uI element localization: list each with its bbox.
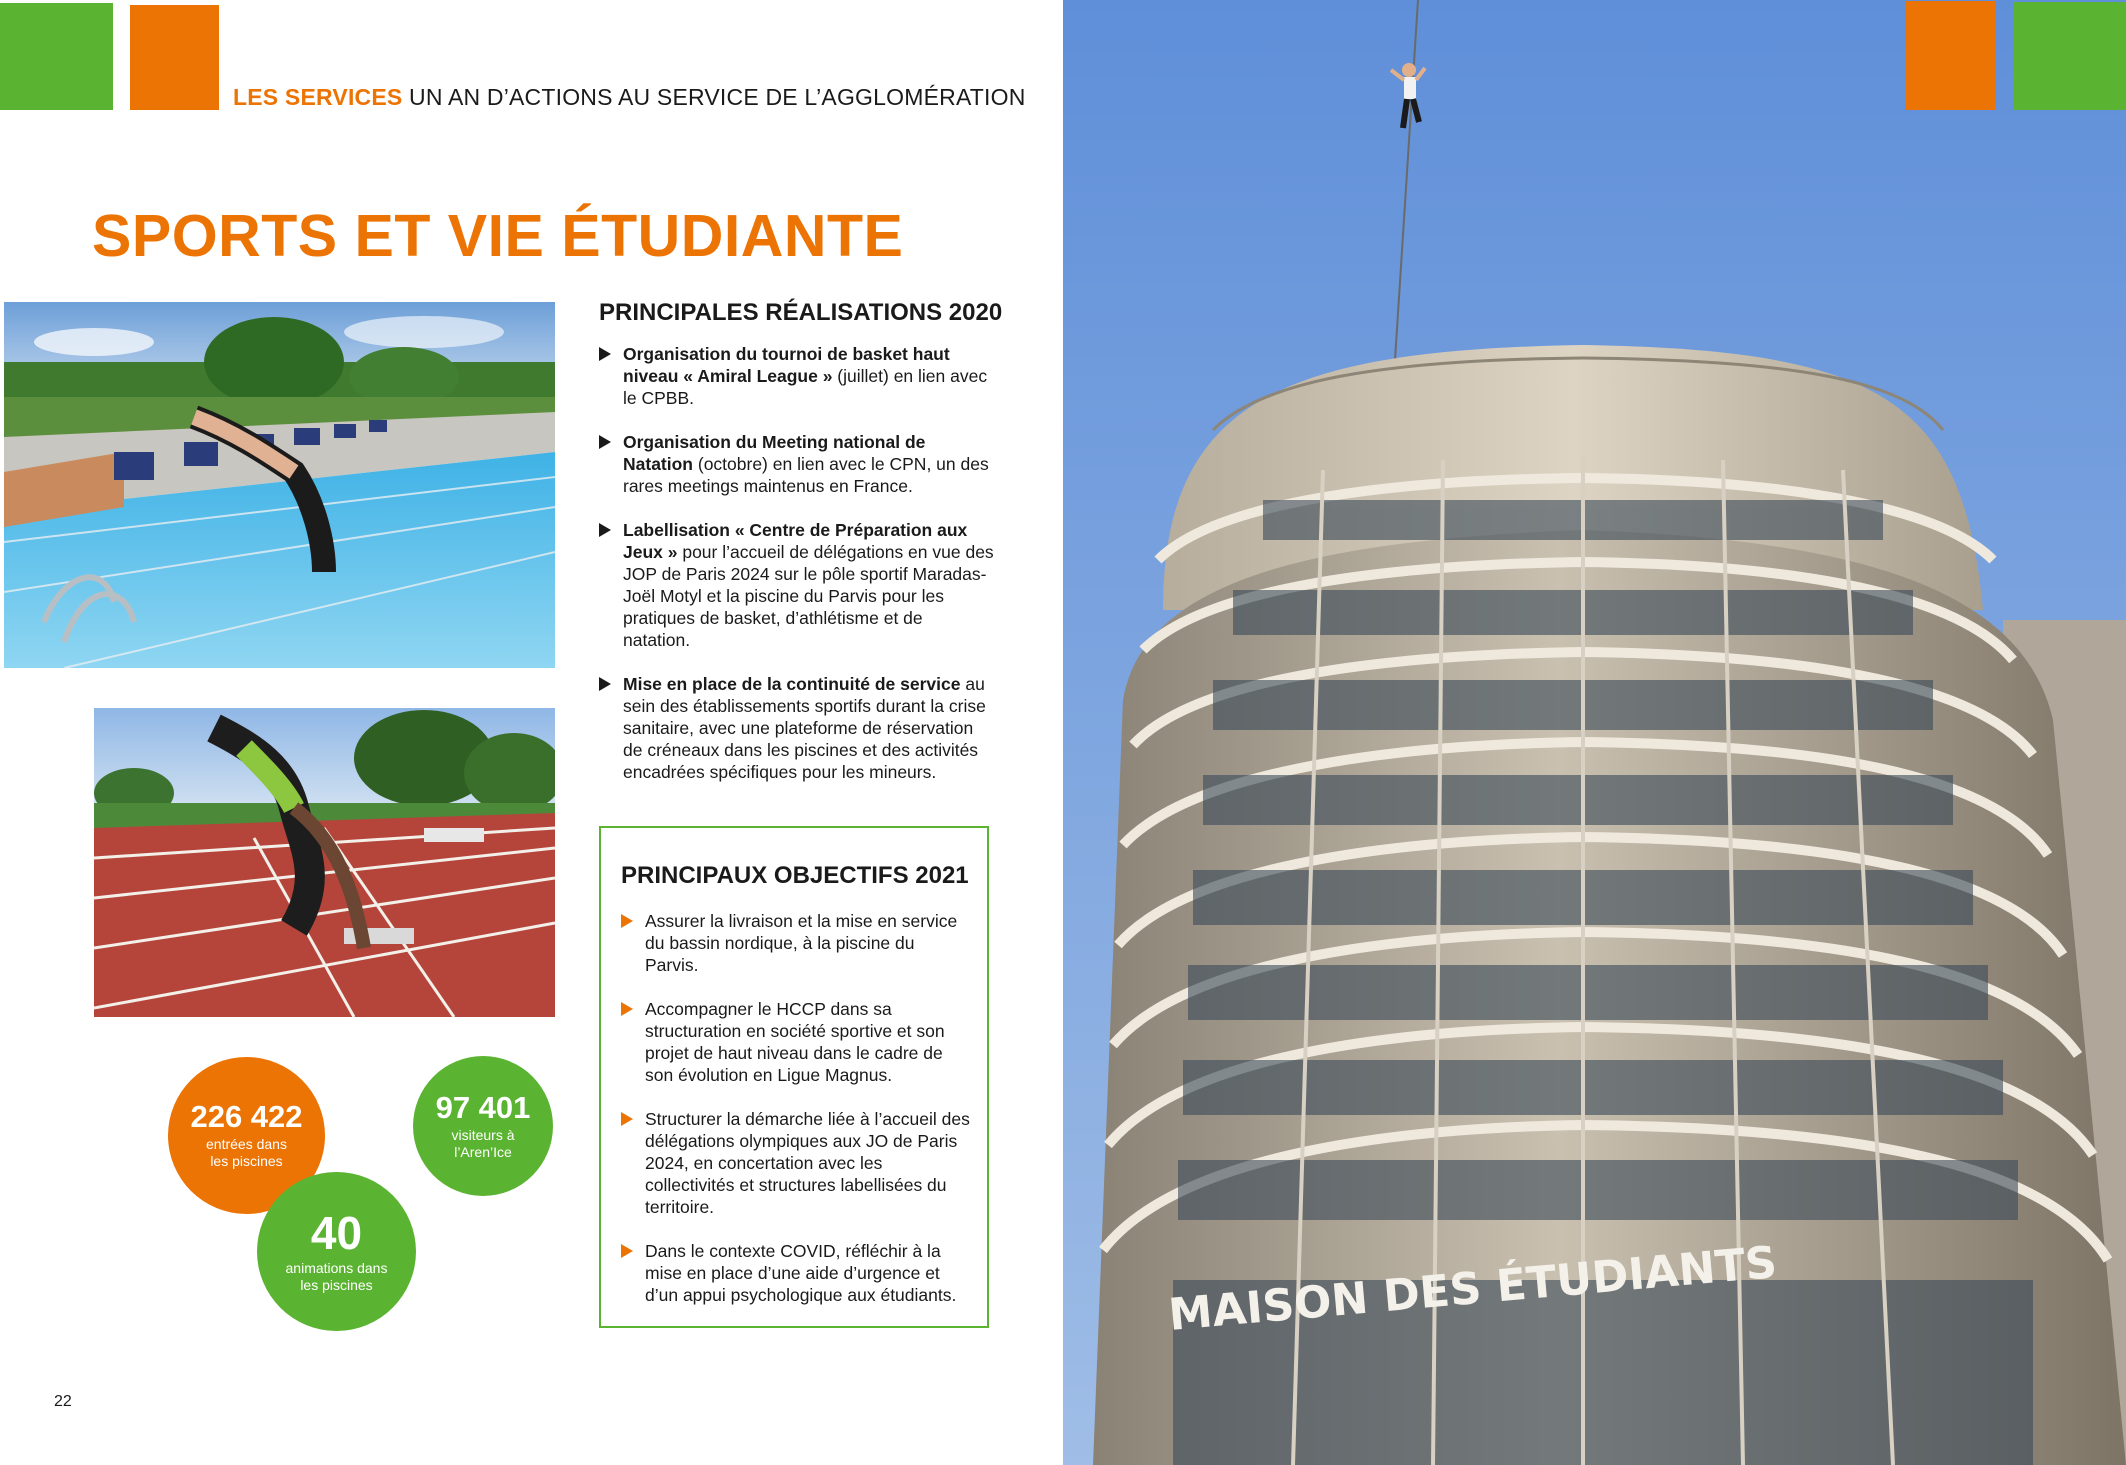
item-text: (juillet) en lien avec le CPBB. [623,366,988,408]
arrow-bullet-icon [621,1112,633,1126]
maison-des-etudiants-photo [1063,0,2126,1465]
arrow-bullet-icon [621,1244,633,1258]
arrow-bullet-icon [599,677,611,691]
arrow-bullet-icon [599,523,611,537]
list-item [621,998,971,1086]
arrow-bullet-icon [621,914,633,928]
arrow-bullet-icon [621,1002,633,1016]
stat-value: 40 [310,1206,363,1259]
page-number: 22 [54,1393,72,1410]
stat-bubble-pool-animations [257,1172,416,1331]
item-bold-text: Organisation du tournoi de basket haut niveau « Amiral League » [623,344,950,386]
orange-square-top-right [1906,1,1996,110]
stat-label: entrées dans les piscines [206,1136,287,1169]
green-square-top-left [0,3,113,110]
building-sign-text: MAISON DES ÉTUDIANTS [1166,1236,1779,1341]
list-item [621,910,971,976]
athletics-track-photo [94,708,555,1017]
item-bold-text: Labellisation « Centre de Préparation aux Jeux » [623,520,968,562]
section-subtitle: UN AN D’ACTIONS AU SERVICE DE L’AGGLOMÉRATION [409,84,1026,110]
list-item [621,1108,971,1218]
objectifs-heading: PRINCIPAUX OBJECTIFS 2021 [621,862,969,889]
list-item [599,431,994,497]
stat-label: animations dans les piscines [285,1259,388,1293]
item-bold-text: Mise en place de la continuité de service [623,674,961,694]
section-header [233,84,1026,111]
objectifs-box [599,826,989,1328]
arrow-bullet-icon [599,347,611,361]
item-text: Assurer la livraison et la mise en service du bassin nordique, à la piscine du Parvis. [645,911,958,975]
list-item [599,519,994,651]
realisations-list [599,343,994,783]
item-text: Dans le contexte COVID, réfléchir à la mise en place d’une aide d’urgence et d’un appui psychologique aux étudiants. [645,1241,957,1305]
stat-label: visiteurs à l’Aren’Ice [451,1126,515,1160]
list-item [599,673,994,783]
item-text: Accompagner le HCCP dans sa structuration en société sportive et son projet de haut niveau dans le cadre de son évolution en Ligue Magnus. [645,999,945,1085]
item-bold-text: Organisation du Meeting national de Natation [623,432,926,474]
arrow-bullet-icon [599,435,611,449]
item-text: pour l’accueil de délégations en vue des JOP de Paris 2024 sur le pôle sportif Maradas-Joël Motyl et la piscine du Parvis pour les pratiques de basket, d’athlétisme et de natation. [623,542,994,650]
orange-square-top-left [130,5,219,110]
objectifs-list [621,910,971,1306]
page-title: SPORTS ET VIE ÉTUDIANTE [92,203,904,269]
item-text: Structurer la démarche liée à l’accueil des délégations olympiques aux JO de Paris 2024, en concertation avec les collectivités et structures labellisées du territoire. [645,1109,970,1217]
stat-value: 97 401 [435,1089,531,1125]
item-text: (octobre) en lien avec le CPN, un des rares meetings maintenus en France. [623,454,989,496]
section-label: LES SERVICES [233,84,403,110]
realisations-section [599,299,1003,805]
item-text: au sein des établissements sportifs durant la crise sanitaire, avec une plateforme de réservation de créneaux dans les piscines et des activités encadrées spécifiques pour les mineurs. [623,674,986,782]
realisations-heading: PRINCIPALES RÉALISATIONS 2020 [599,299,1003,326]
stat-value: 226 422 [190,1099,303,1134]
stat-bubble-arenice-visitors [413,1056,553,1196]
list-item [599,343,994,409]
swimming-pool-photo [4,302,555,668]
list-item [621,1240,971,1306]
green-square-top-right [2013,2,2126,110]
